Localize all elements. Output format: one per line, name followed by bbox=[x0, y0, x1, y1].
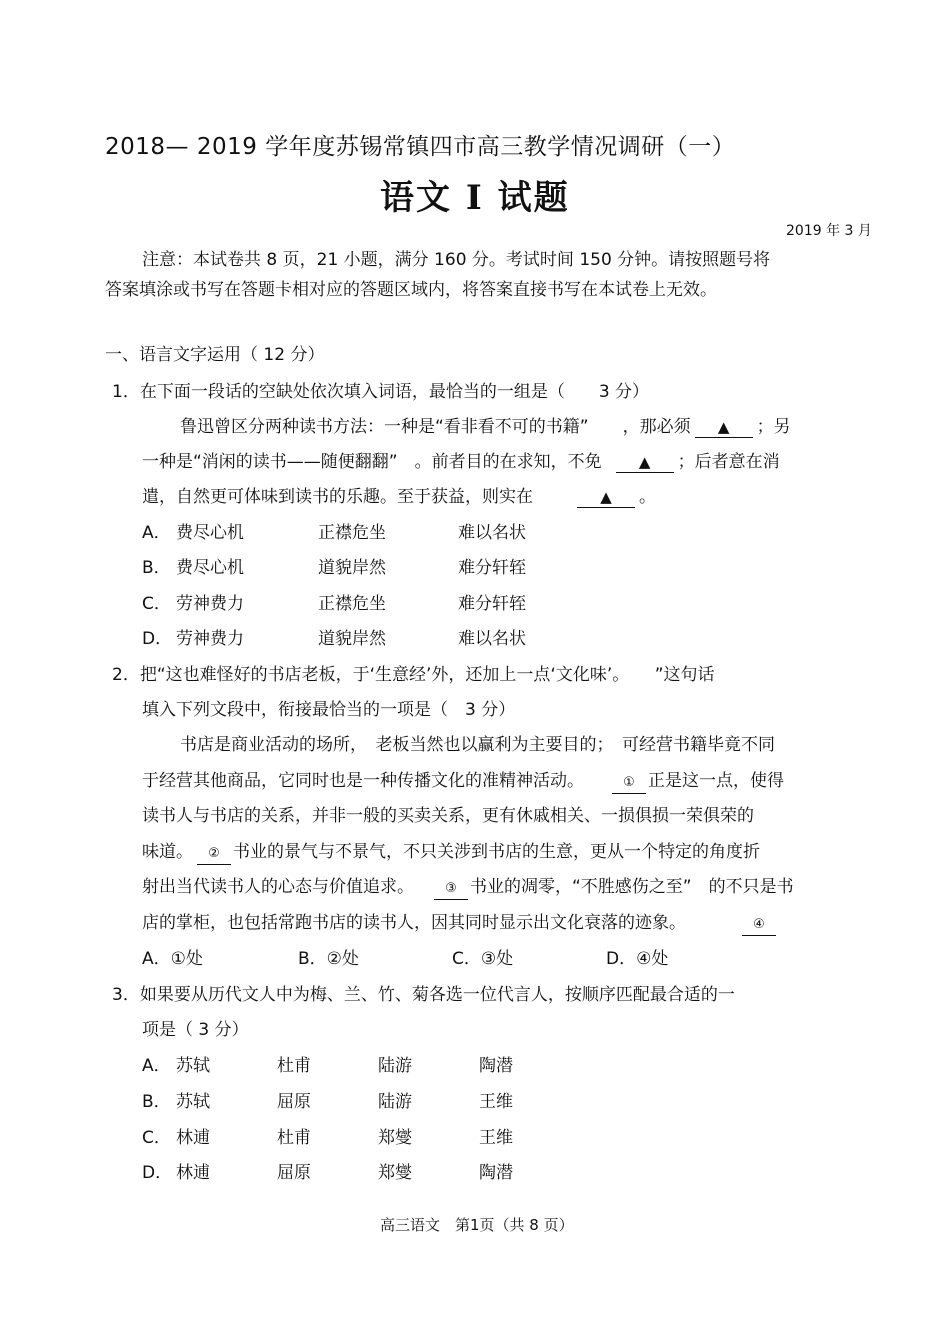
option-word: 正襟危坐 bbox=[318, 523, 386, 543]
exam-subject-title: 语文 Ⅰ 试题 bbox=[380, 178, 570, 218]
option-word: 道貌岸然 bbox=[318, 558, 386, 578]
question-2-stem-line-1: 2．把“这也难怪好的书店老板，于‘生意经’外，还加上一点‘文化味’。 ”这句话 bbox=[112, 665, 715, 685]
q1-option-c[interactable] bbox=[142, 589, 526, 614]
q1-blank-1 bbox=[695, 417, 753, 438]
notice-line-1: 注意：本试卷共 8 页，21 小题，满分 160 分。考试时间 150 分钟。请按照题号将 bbox=[142, 250, 771, 270]
q1-passage-text: 遣，自然更可体味到读书的乐趣。至于获益，则实在 bbox=[142, 487, 533, 507]
q1-passage-line-1 bbox=[180, 412, 791, 438]
q3-option-d[interactable] bbox=[142, 1158, 513, 1183]
q2-option-b[interactable]: B．②处 bbox=[298, 949, 359, 969]
q2-passage-line-4 bbox=[142, 837, 760, 865]
q3-option-c[interactable] bbox=[142, 1123, 513, 1148]
q2-passage-text: 正是这一点，使得 bbox=[648, 771, 784, 791]
q2-option-c[interactable]: C．③处 bbox=[452, 949, 514, 969]
option-word: 王维 bbox=[479, 1092, 513, 1112]
option-word: 劳神费力 bbox=[176, 594, 244, 614]
option-letter: A． bbox=[142, 523, 171, 543]
notice-line-2: 答案填涂或书写在答题卡相对应的答题区域内，将答案直接书写在本试卷上无效。 bbox=[105, 280, 717, 300]
page-footer: 高三语文 第1页（共 8 页） bbox=[380, 1216, 574, 1234]
q1-blank-3 bbox=[577, 487, 635, 508]
option-word: 难以名状 bbox=[458, 629, 526, 649]
q1-passage-text: ；另 bbox=[756, 417, 791, 437]
q2-passage-text: 射出当代读书人的心态与价值追求。 bbox=[142, 877, 414, 897]
option-letter: A． bbox=[142, 1056, 171, 1076]
q1-passage-text: 。 bbox=[639, 487, 656, 507]
triangle-icon: ▲ bbox=[717, 418, 730, 436]
question-2-stem-line-2: 填入下列文段中，衔接最恰当的一项是（ 3 分） bbox=[142, 700, 516, 720]
q2-passage-text: 味道。 bbox=[142, 842, 193, 862]
option-word: 陶潜 bbox=[479, 1163, 513, 1183]
option-letter: D． bbox=[142, 1163, 173, 1183]
q1-passage-text: 一种是“消闲的读书——随便翻翻” 。前者目的在求知，不免 bbox=[142, 452, 602, 472]
option-word: 林逋 bbox=[176, 1163, 210, 1183]
option-word: 杜甫 bbox=[277, 1128, 311, 1148]
option-letter: B． bbox=[142, 1092, 171, 1112]
option-word: 林逋 bbox=[176, 1128, 210, 1148]
q2-insert-mark-3: ③ bbox=[434, 879, 468, 900]
q2-passage-line-5 bbox=[142, 872, 794, 900]
option-word: 苏轼 bbox=[176, 1092, 210, 1112]
option-letter: C． bbox=[142, 594, 171, 614]
option-word: 费尽心机 bbox=[176, 558, 244, 578]
question-3-stem-line-2: 项是（ 3 分） bbox=[142, 1020, 249, 1040]
q1-passage-text: 鲁迅曾区分两种读书方法：一种是“看非看不可的书籍” ，那必须 bbox=[180, 417, 691, 437]
option-word: 陆游 bbox=[378, 1092, 412, 1112]
q1-passage-text: ；后者意在消 bbox=[677, 452, 780, 472]
q1-option-d[interactable] bbox=[142, 624, 526, 649]
q2-passage-text: 店的掌柜，也包括常跑书店的读书人，因其同时显示出文化衰落的迹象。 bbox=[142, 913, 686, 933]
option-word: 道貌岸然 bbox=[318, 629, 386, 649]
q2-passage-line-6 bbox=[142, 908, 776, 936]
option-word: 屈原 bbox=[277, 1163, 311, 1183]
option-word: 郑燮 bbox=[378, 1128, 412, 1148]
q1-option-b[interactable] bbox=[142, 553, 526, 578]
option-word: 苏轼 bbox=[176, 1056, 210, 1076]
option-word: 郑燮 bbox=[378, 1163, 412, 1183]
question-3-stem-line-1: 3．如果要从历代文人中为梅、兰、竹、菊各选一位代言人，按顺序匹配最合适的一 bbox=[112, 985, 735, 1005]
exam-header-title: 2018— 2019 学年度苏锡常镇四市高三教学情况调研（一） bbox=[105, 134, 736, 160]
q3-option-a[interactable] bbox=[142, 1051, 513, 1076]
q2-passage-line-1: 书店是商业活动的场所， 老板当然也以赢利为主要目的； 可经营书籍毕竟不同 bbox=[180, 735, 775, 755]
option-word: 屈原 bbox=[277, 1092, 311, 1112]
option-word: 陶潜 bbox=[479, 1056, 513, 1076]
q2-passage-line-3: 读书人与书店的关系，并非一般的买卖关系，更有休戚相关、一损俱损一荣俱荣的 bbox=[142, 806, 754, 826]
q2-passage-text: 书业的景气与不景气，不只关涉到书店的生意，更从一个特定的角度折 bbox=[233, 842, 760, 862]
option-letter: D． bbox=[142, 629, 173, 649]
q1-passage-line-3 bbox=[142, 482, 656, 508]
option-word: 难分轩轾 bbox=[458, 558, 526, 578]
q1-passage-line-2 bbox=[142, 447, 780, 473]
option-word: 正襟危坐 bbox=[318, 594, 386, 614]
option-word: 难以名状 bbox=[458, 523, 526, 543]
q2-option-a[interactable]: A．①处 bbox=[142, 949, 203, 969]
section-heading: 一、语言文字运用（ 12 分） bbox=[105, 345, 325, 365]
q2-passage-text: 书业的凋零，“不胜感伤之至” 的不只是书 bbox=[470, 877, 794, 897]
option-letter: B． bbox=[142, 558, 171, 578]
q2-option-d[interactable]: D．④处 bbox=[606, 949, 669, 969]
option-word: 陆游 bbox=[378, 1056, 412, 1076]
question-1-stem: 1．在下面一段话的空缺处依次填入词语，最恰当的一组是（ 3 分） bbox=[112, 382, 650, 402]
q3-option-b[interactable] bbox=[142, 1087, 513, 1112]
option-word: 杜甫 bbox=[277, 1056, 311, 1076]
q2-insert-mark-4: ④ bbox=[742, 915, 776, 936]
q1-option-a[interactable] bbox=[142, 518, 526, 543]
q2-passage-text: 于经营其他商品，它同时也是一种传播文化的准精神活动。 bbox=[142, 771, 584, 791]
triangle-icon: ▲ bbox=[638, 453, 651, 471]
option-word: 劳神费力 bbox=[176, 629, 244, 649]
q1-blank-2 bbox=[616, 452, 674, 473]
q2-insert-mark-1: ① bbox=[612, 773, 646, 794]
option-letter: C． bbox=[142, 1128, 171, 1148]
option-word: 王维 bbox=[479, 1128, 513, 1148]
option-word: 费尽心机 bbox=[176, 523, 244, 543]
q2-passage-line-2 bbox=[142, 766, 784, 794]
option-word: 难分轩轾 bbox=[458, 594, 526, 614]
exam-date: 2019 年 3 月 bbox=[786, 223, 872, 239]
q2-insert-mark-2: ② bbox=[197, 844, 231, 865]
triangle-icon: ▲ bbox=[600, 488, 612, 506]
